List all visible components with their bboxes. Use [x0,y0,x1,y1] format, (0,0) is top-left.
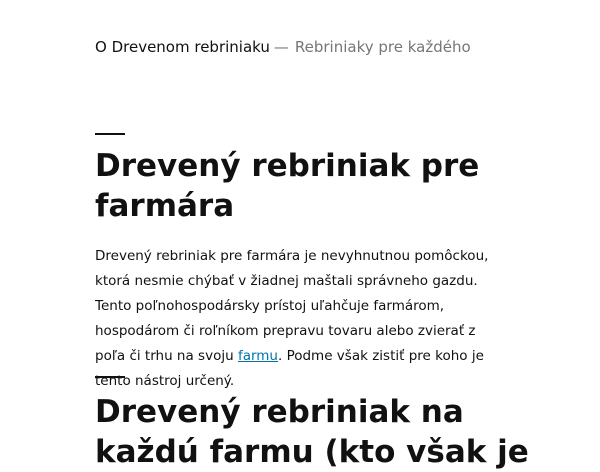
farmu-link[interactable]: farmu [237,348,278,364]
post-title[interactable]: Drevený rebriniak pre farmára [95,148,480,224]
site-header [95,36,471,58]
site-description: Rebriniaky pre každého [294,38,471,56]
post-excerpt [95,244,505,394]
post-excerpt-text: Drevený rebriniak pre farmára je nevyhnutnou pomôckou, ktorá nesmie chýbať v žiadnej maštali správneho gazdu. Tento poľnohospodársky prístoj uľahčuje farmárom, hospodárom či roľníkom prepravu tovaru alebo zvierať z poľa či trhu na svoju [95,248,489,364]
title-separator: — [273,38,289,56]
post-title[interactable]: Drevený rebriniak na každú farmu (kto však je [95,394,529,470]
site-title-link[interactable]: O Drevenom rebriniaku [95,38,270,56]
post-divider [95,133,125,135]
post-divider [95,376,125,378]
post-excerpt-text-end: . Podme však zistiť pre koho je tento nástroj určený. [95,348,484,389]
